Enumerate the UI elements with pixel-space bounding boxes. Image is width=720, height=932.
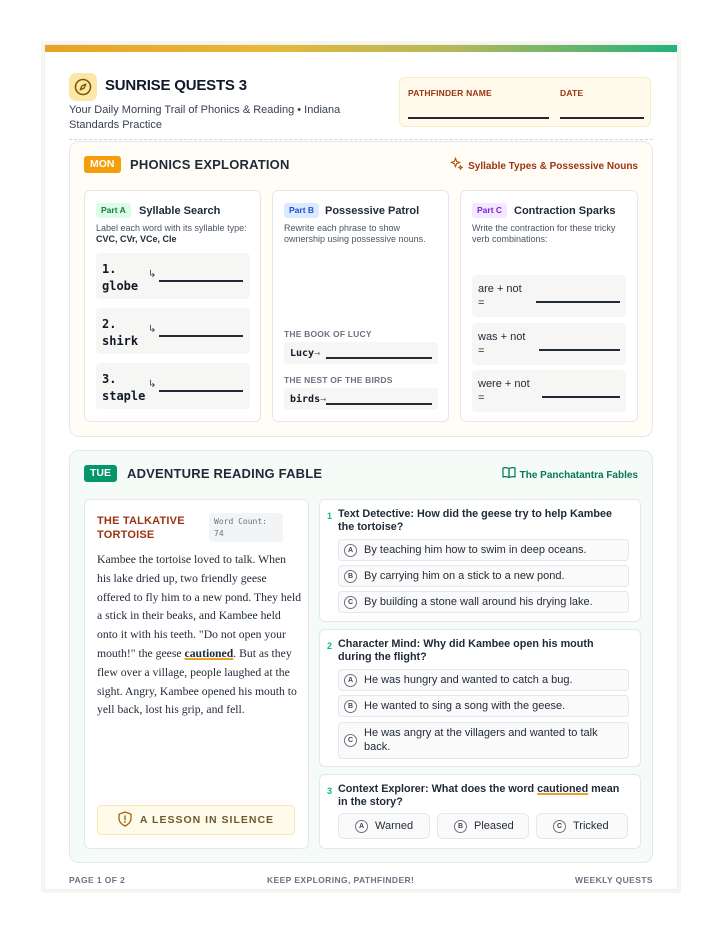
answer-option[interactable]: C By building a stone wall around his drying lake. (338, 591, 629, 613)
answer-line[interactable] (159, 390, 243, 392)
contraction-item: are + not = (472, 275, 626, 317)
word-count-badge: Word Count: 74 (209, 513, 283, 542)
fable-story: Kambee the tortoise loved to talk. When his lake dried up, two friendly geese offered to fly him to a new pond. They held a stick in their beaks, and Kambee held onto it with his teeth. "Do not open your mouth!" the geese cautioned. But as they flew over a village, people laughed at the sight. Angry, Kambee opened his mouth to yell back, lost his grip, and fell. (97, 553, 302, 717)
answer-line[interactable] (536, 301, 620, 303)
question-3-card (319, 774, 641, 849)
tuesday-title: ADVENTURE READING FABLE (127, 466, 323, 481)
part-c-tag: Part C (472, 203, 507, 218)
arrow-icon: ↳ (148, 269, 157, 280)
answer-line[interactable] (159, 335, 243, 337)
answer-option[interactable]: A By teaching him how to swim in deep oceans. (338, 539, 629, 561)
mon-badge: MON (84, 156, 121, 173)
contraction-item: were + not = (472, 370, 626, 412)
syllable-item: 1. globe ↳ (96, 253, 250, 299)
possessive-phrase: THE BOOK OF LUCY (284, 329, 372, 339)
question-text: Context Explorer: What does the word cautioned mean in the story? (338, 783, 620, 808)
tuesday-section (69, 450, 653, 863)
lesson-label: A LESSON IN SILENCE (139, 814, 275, 826)
compass-icon (69, 73, 97, 101)
monday-topic (450, 157, 638, 176)
part-c-card (460, 190, 638, 422)
tue-badge: TUE (84, 465, 117, 482)
name-label: PATHFINDER NAME (408, 88, 492, 98)
name-date-box (399, 77, 651, 127)
question-text: Character Mind: Why did Kambee open his mouth during the flight? (338, 638, 594, 663)
part-a-title: Syllable Search (139, 205, 221, 217)
question-number: 3 (327, 786, 333, 796)
part-c-title: Contraction Sparks (514, 205, 616, 217)
footer-message: KEEP EXPLORING, PATHFINDER! (267, 875, 415, 885)
answer-option[interactable]: B Pleased (437, 813, 529, 839)
answer-option[interactable]: C He was angry at the villagers and wanted to talk back. (338, 722, 629, 759)
option-bubble[interactable]: B (344, 570, 357, 583)
part-c-instructions: Write the contraction for these tricky verb combinations: (472, 223, 616, 244)
answer-line[interactable] (159, 280, 243, 282)
question-2-card (319, 629, 641, 767)
option-bubble[interactable]: A (355, 820, 368, 833)
tuesday-topic (502, 466, 638, 484)
arrow-icon: ↳ (148, 324, 157, 335)
question-number: 1 (327, 511, 333, 521)
part-a-card (84, 190, 261, 422)
sparkle-icon (450, 157, 464, 176)
syllable-item: 2. shirk ↳ (96, 308, 250, 354)
answer-option[interactable]: B By carrying him on a stick to a new pond. (338, 565, 629, 587)
keyword-cautioned: cautioned (184, 646, 234, 660)
option-bubble[interactable]: B (454, 820, 467, 833)
lesson-banner (97, 805, 295, 835)
possessive-item: Lucy→ (284, 342, 438, 364)
part-b-tag: Part B (284, 203, 319, 218)
monday-section (69, 141, 653, 437)
arrow-icon: ↳ (148, 379, 157, 390)
tuesday-topic-label: The Panchatantra Fables (519, 469, 638, 481)
date-label: DATE (560, 88, 584, 98)
syllable-item: 3. staple ↳ (96, 363, 250, 409)
answer-line[interactable] (326, 403, 432, 405)
answer-option[interactable]: A Warned (338, 813, 430, 839)
answer-option[interactable]: B He wanted to sing a song with the geese. (338, 695, 629, 717)
book-icon (502, 466, 516, 484)
part-a-instructions: Label each word with its syllable type: CVC, CVr, VCe, Cle (96, 223, 247, 244)
gradient-top-bar (45, 45, 677, 52)
part-a-tag: Part A (96, 203, 131, 218)
monday-topic-label: Syllable Types & Possessive Nouns (468, 161, 638, 172)
option-bubble[interactable]: A (344, 544, 357, 557)
header-divider (69, 139, 653, 140)
part-b-instructions: Rewrite each phrase to show ownership using possessive nouns. (284, 223, 426, 244)
fable-card (84, 499, 309, 849)
fable-title: THE TALKATIVE TORTOISE (97, 515, 185, 541)
possessive-item: birds→ (284, 388, 438, 410)
footer-brand: WEEKLY QUESTS (575, 875, 653, 885)
answer-line[interactable] (542, 396, 620, 398)
worksheet-title: SUNRISE QUESTS 3 (105, 77, 247, 94)
date-field[interactable] (560, 117, 644, 119)
option-bubble[interactable]: B (344, 700, 357, 713)
worksheet-subtitle: Your Daily Morning Trail of Phonics & Reading • Indiana Standards Practice (69, 104, 341, 131)
possessive-phrase: THE NEST OF THE BIRDS (284, 375, 393, 385)
question-1-card (319, 499, 641, 622)
answer-option[interactable]: C Tricked (536, 813, 628, 839)
keyword-cautioned: cautioned (537, 783, 589, 795)
option-bubble[interactable]: C (344, 596, 357, 609)
worksheet-page (44, 44, 678, 890)
option-bubble[interactable]: A (344, 674, 357, 687)
answer-line[interactable] (326, 357, 432, 359)
option-bubble[interactable]: C (553, 820, 566, 833)
page-number: PAGE 1 OF 2 (69, 875, 126, 885)
answer-option[interactable]: A He was hungry and wanted to catch a bug. (338, 669, 629, 691)
question-text: Text Detective: How did the geese try to help Kambee the tortoise? (338, 508, 612, 533)
monday-title: PHONICS EXPLORATION (130, 157, 290, 172)
name-field[interactable] (408, 117, 549, 119)
part-b-card (272, 190, 449, 422)
contraction-item: was + not = (472, 323, 626, 365)
question-number: 2 (327, 641, 333, 651)
option-bubble[interactable]: C (344, 734, 357, 747)
answer-line[interactable] (539, 349, 620, 351)
part-b-title: Possessive Patrol (325, 205, 420, 217)
shield-icon (118, 811, 132, 830)
